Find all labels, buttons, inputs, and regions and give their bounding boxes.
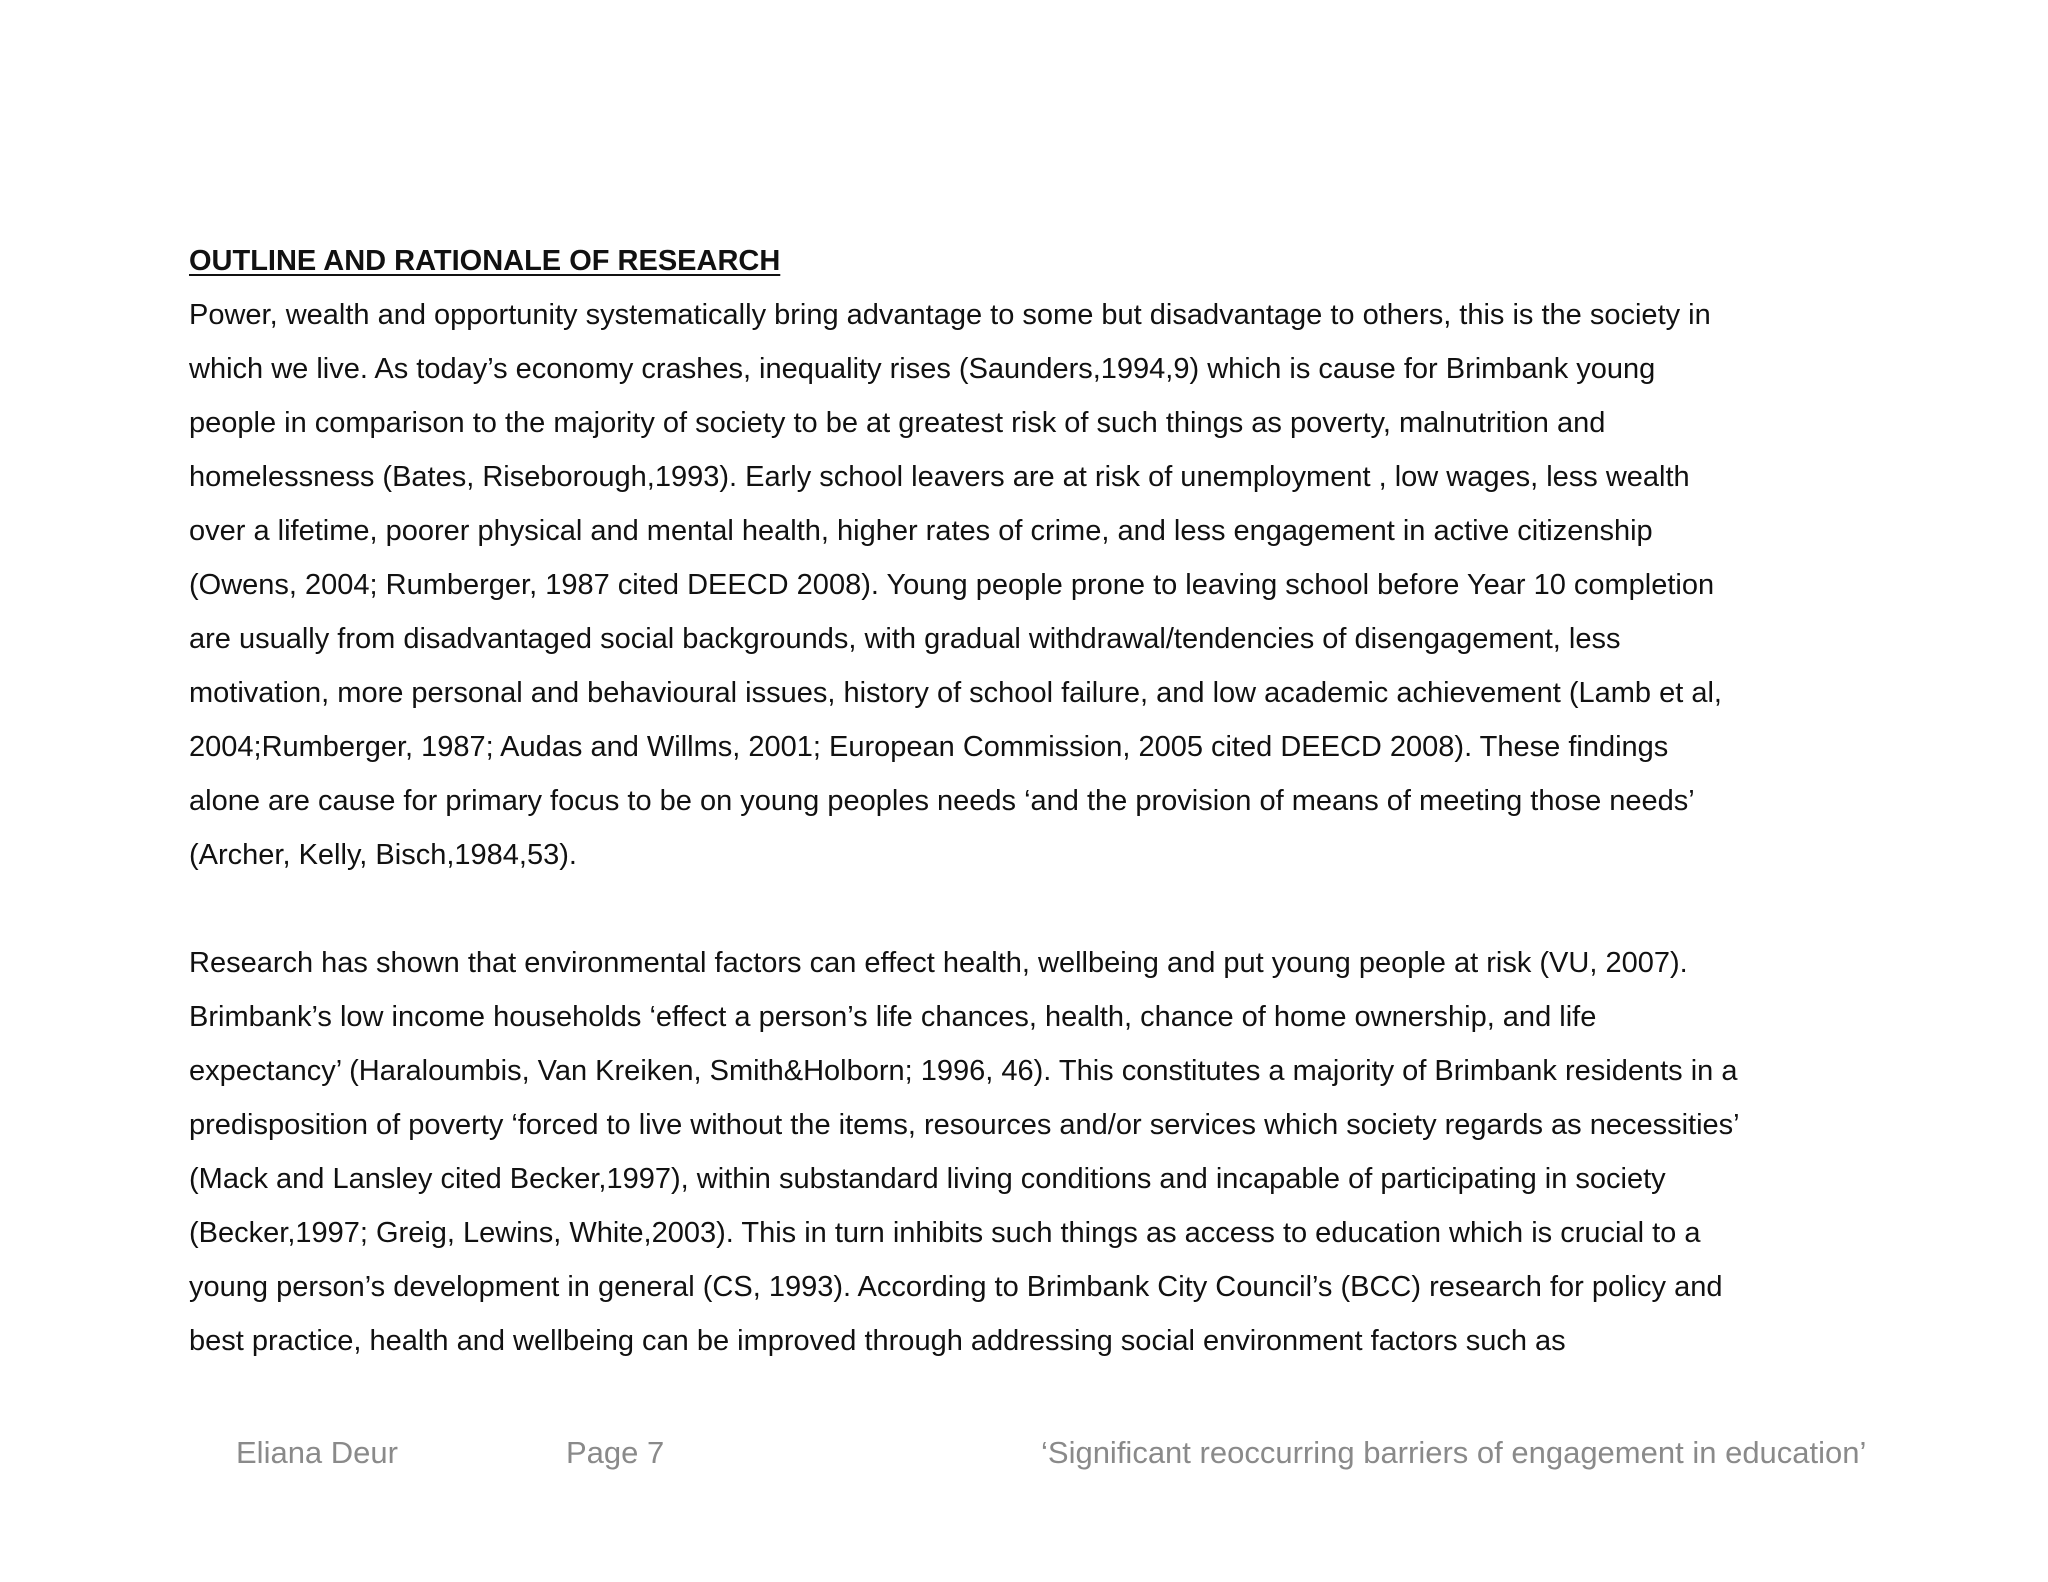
paragraph-line: Power, wealth and opportunity systematically bring advantage to some but disadvantage to others, this is the society in <box>189 299 1711 331</box>
paragraph-line: young person’s development in general (CS, 1993). According to Brimbank City Council’s (BCC) research for policy and <box>189 1271 1723 1303</box>
paragraph-line: (Owens, 2004; Rumberger, 1987 cited DEECD 2008). Young people prone to leaving school before Year 10 completion <box>189 569 1715 601</box>
paragraph-line: predisposition of poverty ‘forced to live without the items, resources and/or services which society regards as necessities’ <box>189 1109 1740 1141</box>
footer-page-number: Page 7 <box>566 1435 665 1470</box>
paragraph-line: homelessness (Bates, Riseborough,1993). Early school leavers are at risk of unemployment , low wages, less wealth <box>189 461 1690 493</box>
paragraph-line: Brimbank’s low income households ‘effect a person’s life chances, health, chance of home ownership, and life <box>189 1001 1597 1033</box>
paragraph-line: (Becker,1997; Greig, Lewins, White,2003). This in turn inhibits such things as access to education which is crucial to a <box>189 1217 1701 1249</box>
section-heading: OUTLINE AND RATIONALE OF RESEARCH <box>189 245 781 277</box>
paragraph-line: people in comparison to the majority of society to be at greatest risk of such things as poverty, malnutrition and <box>189 407 1606 439</box>
paragraph-line: over a lifetime, poorer physical and mental health, higher rates of crime, and less engagement in active citizenship <box>189 515 1653 547</box>
paragraph-line: expectancy’ (Haraloumbis, Van Kreiken, Smith&Holborn; 1996, 46). This constitutes a majority of Brimbank residents in a <box>189 1055 1738 1087</box>
paragraph-line: are usually from disadvantaged social backgrounds, with gradual withdrawal/tendencies of disengagement, less <box>189 623 1621 655</box>
paragraph-line: (Mack and Lansley cited Becker,1997), within substandard living conditions and incapable of participating in society <box>189 1163 1666 1195</box>
footer-author: Eliana Deur <box>236 1435 398 1470</box>
footer-document-title: ‘Significant reoccurring barriers of engagement in education’ <box>1041 1435 1867 1470</box>
paragraph-line: best practice, health and wellbeing can be improved through addressing social environment factors such as <box>189 1325 1566 1357</box>
paragraph-line: motivation, more personal and behavioural issues, history of school failure, and low academic achievement (Lamb et al, <box>189 677 1722 709</box>
paragraph-line: alone are cause for primary focus to be on young peoples needs ‘and the provision of means of meeting those needs’ <box>189 785 1695 817</box>
paragraph-line: which we live. As today’s economy crashes, inequality rises (Saunders,1994,9) which is cause for Brimbank young <box>189 353 1656 385</box>
paragraph-line: 2004;Rumberger, 1987; Audas and Willms, 2001; European Commission, 2005 cited DEECD 2008). These findings <box>189 731 1669 763</box>
paragraph-line: (Archer, Kelly, Bisch,1984,53). <box>189 839 577 871</box>
paragraph-line: Research has shown that environmental factors can effect health, wellbeing and put young people at risk (VU, 2007). <box>189 947 1688 979</box>
